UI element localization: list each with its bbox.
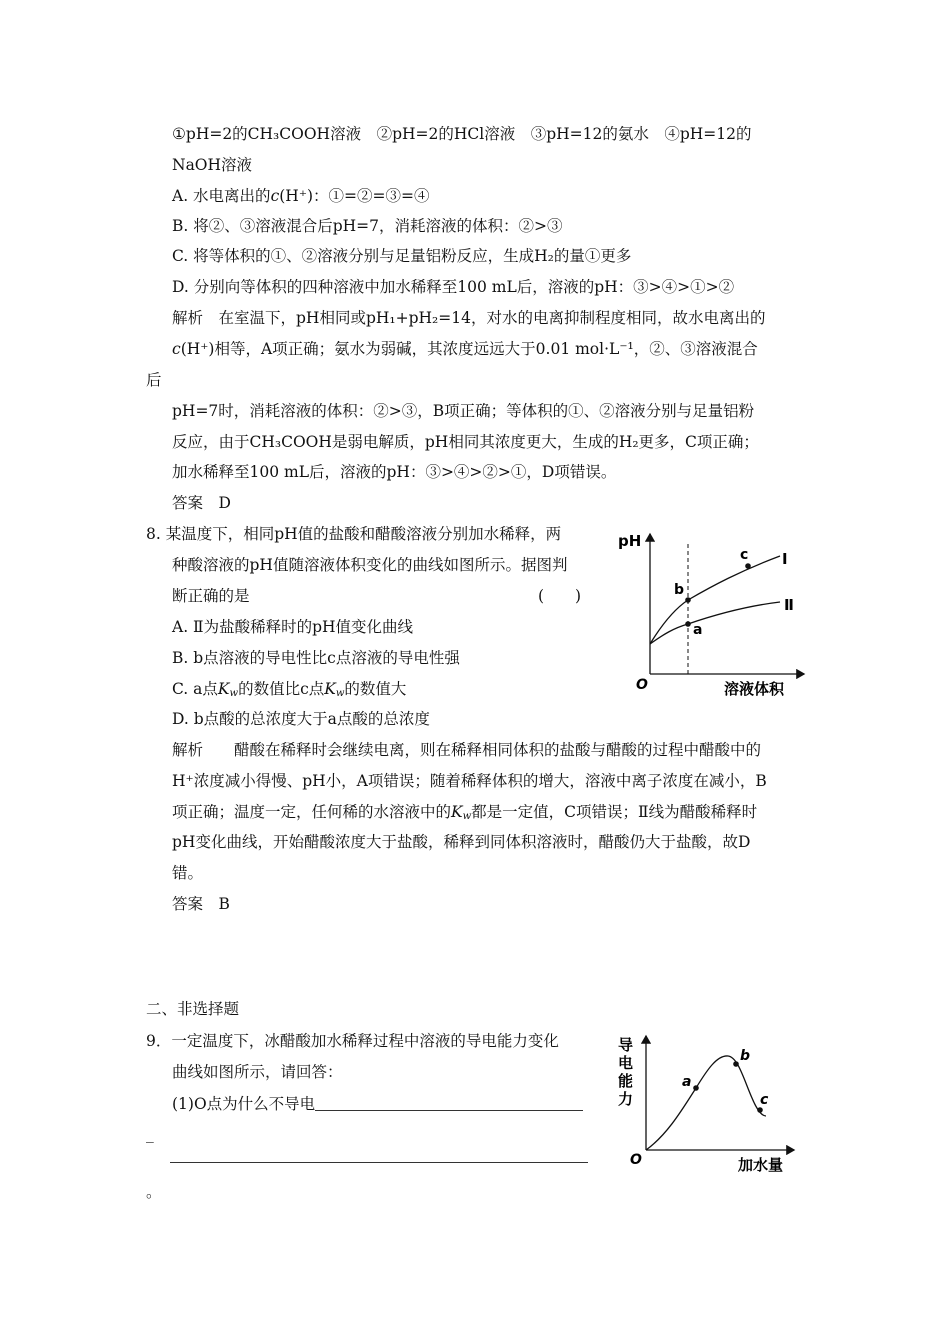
q9-part1-text: (1)O点为什么不导电 [172,1095,316,1113]
q8-kw-2: K [324,680,336,698]
q7-stem-line2: NaOH溶液 [172,156,253,174]
q9-x-label: 加水量 [738,1156,784,1174]
q9-stem-line1: 9．一定温度下，冰醋酸加水稀释过程中溶液的导电能力变化 [146,1032,559,1050]
q8-expl-kw-sub: w [462,811,472,822]
q7-explanation-4: pH=7时，消耗溶液的体积：②>③，B项正确；等体积的①、②溶液分别与足量铝粉 [172,402,755,420]
q8-kw-2-sub: w [335,688,345,699]
q8-expl-kw: K [451,803,463,821]
q9-origin-label: O [630,1152,642,1168]
q8-answer: 答案 B [172,895,230,913]
q8-kw-1-sub: w [229,688,239,699]
q7-stem-line1: ①pH=2的CH₃COOH溶液 ②pH=2的HCl溶液 ③pH=12的氨水 ④pH=12的 [172,125,752,143]
q7-option-a-post: (H⁺)：①=②=③=④ [279,187,430,205]
q9-answer-blank-2[interactable] [170,1162,588,1163]
q9-point-a [693,1085,699,1091]
q8-expl-3-1: 项正确；温度一定，任何稀的水溶液中的 [172,803,452,821]
q8-series-II-label: Ⅱ [784,596,794,614]
q8-explanation-5: 错。 [172,864,204,882]
q8-ph-chart [612,526,812,706]
q7-explanation-2 [172,339,758,359]
q8-stem-line1: 8. 某温度下，相同pH值的盐酸和醋酸溶液分别加水稀释，两 [146,525,562,543]
q7-option-d: D. 分别向等体积的四种溶液中加水稀释至100 mL后，溶液的pH：③>④>①>② [172,278,735,296]
q8-label-a: a [693,622,703,638]
q8-explanation-1: 解析 醋酸在稀释时会继续电离，则在稀释相同体积的盐酸与醋酸的过程中醋酸中的 [172,741,762,759]
q7-expl-2-text: (H⁺)相等，A项正确；氨水为弱碱，其浓度远远大于0.01 mol·L⁻¹，②、③溶液混合 [180,340,758,358]
q8-point-a [685,621,691,627]
q8-explanation-2: H⁺浓度减小得慢、pH小，A项错误；随着稀释体积的增大，溶液中离子浓度在减小，B [172,772,767,790]
q9-label-a: a [682,1074,692,1090]
q9-label-b: b [740,1048,751,1064]
section-two-title: 二、非选择题 [146,1000,240,1018]
q9-stem-line2: 曲线如图所示，请回答： [172,1063,343,1081]
q8-expl-3-2: 都是一定值，C项错误；Ⅱ线为醋酸稀释时 [471,803,758,821]
q8-explanation-4: pH变化曲线，开始醋酸浓度大于盐酸，稀释到同体积溶液时，醋酸仍大于盐酸，故D [172,833,751,851]
q8-point-c [745,563,751,569]
q8-option-d: D. b点酸的总浓度大于a点酸的总浓度 [172,710,430,728]
q8-option-c [172,679,406,704]
q7-option-c: C. 将等体积的①、②溶液分别与足量铝粉反应，生成H₂的量①更多 [172,247,632,265]
q8-option-c-1: C. a点 [172,680,218,698]
q8-option-c-2: 的数值比c点 [238,680,325,698]
q9-part1 [172,1094,583,1114]
q9-curve [646,1056,766,1150]
q9-y-label-char-4: 力 [618,1090,634,1108]
q8-x-label: 溶液体积 [724,680,785,698]
q8-origin-label: O [636,677,648,693]
q9-y-label-char-1: 导 [618,1036,634,1054]
q9-y-label [618,1036,633,1108]
q9-conductivity-chart [612,1030,812,1180]
q7-option-a-c: c [270,187,280,205]
q9-point-c [757,1107,763,1113]
q8-option-b: B. b点溶液的导电性比c点溶液的导电性强 [172,649,460,667]
q9-y-label-char-2: 电 [618,1054,634,1072]
q7-option-b: B. 将②、③溶液混合后pH=7，消耗溶液的体积：②>③ [172,217,563,235]
q8-curve-I [650,556,780,644]
q7-answer: 答案 D [172,494,231,512]
q8-option-a: A. Ⅱ为盐酸稀释时的pH值变化曲线 [172,618,414,636]
q9-y-label-char-3: 能 [618,1072,634,1090]
q8-series-I-label: Ⅰ [782,550,788,568]
q8-curve-II [650,602,780,644]
q8-y-label: pH [618,532,642,550]
q7-option-a [172,186,430,206]
q8-stem-line2: 种酸溶液的pH值随溶液体积变化的曲线如图所示。据图判 [172,556,568,574]
q9-dash: _ [146,1125,154,1143]
q7-explanation-3: 后 [146,371,162,389]
q8-answer-bracket: ( ) [538,587,582,605]
q9-answer-blank-1[interactable] [315,1096,583,1111]
q8-option-c-3: 的数值大 [344,680,407,698]
q7-expl-c: c [172,340,181,358]
q7-option-a-pre: A. 水电离出的 [172,187,271,205]
q8-stem-line3: 断正确的是 [172,587,250,605]
q9-label-c: c [760,1092,769,1108]
q8-point-b [685,597,691,603]
q7-explanation-1: 解析 在室温下，pH相同或pH₁+pH₂=14，对水的电离抑制程度相同，故水电离出的 [172,309,766,327]
q8-kw-1: K [217,680,230,698]
q7-explanation-5: 反应，由于CH₃COOH是弱电解质，pH相同其浓度更大，生成的H₂更多，C项正确； [172,433,759,451]
q9-point-b [733,1061,739,1067]
q8-label-b: b [674,582,685,598]
q8-label-c: c [740,547,749,563]
q8-explanation-3 [172,802,757,827]
q7-explanation-6: 加水稀释至100 mL后，溶液的pH：③>④>②>①，D项错误。 [172,463,617,481]
q9-period: 。 [146,1183,162,1201]
